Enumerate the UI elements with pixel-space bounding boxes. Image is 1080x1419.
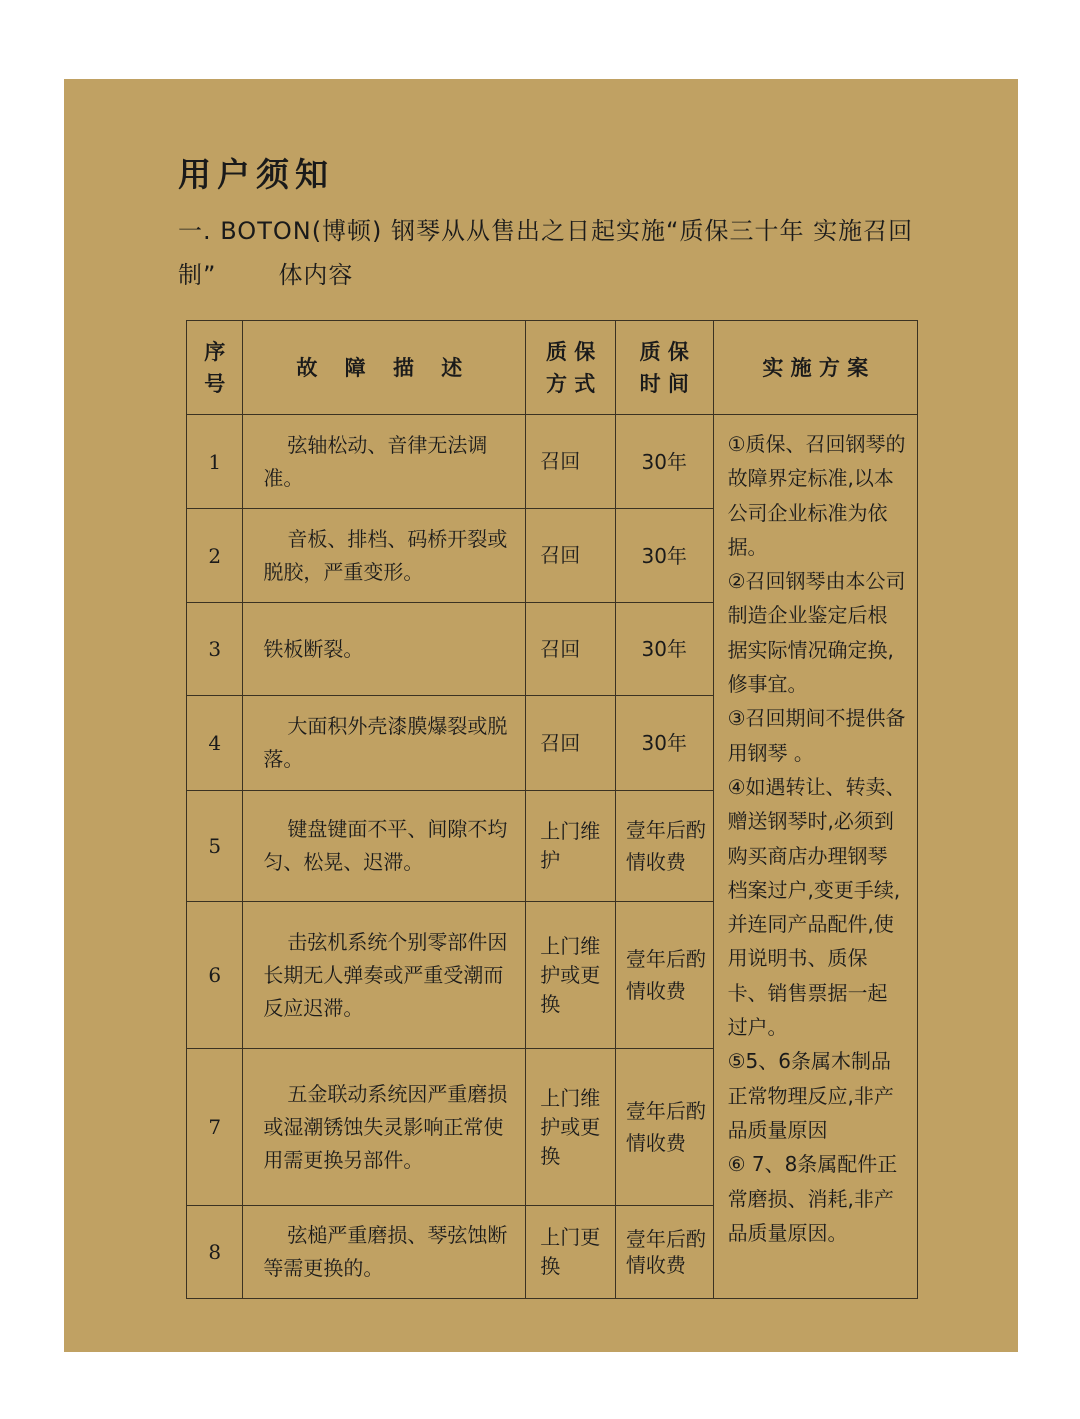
plan-item: ⑤5、6条属木制品正常物理反应,非产品质量原因	[727, 1049, 894, 1142]
row-mode: 召回	[526, 509, 616, 603]
header-no: 序 号	[187, 321, 243, 415]
row-no: 6	[187, 902, 243, 1049]
row-mode: 上门维护或更换	[526, 902, 616, 1049]
table-header-row	[187, 321, 918, 415]
header-mode: 质 保 方 式	[526, 321, 616, 415]
row-time: 壹年后酌情收费	[615, 902, 713, 1049]
row-desc: 弦轴松动、音律无法调准。	[243, 415, 526, 509]
row-desc: 弦槌严重磨损、琴弦蚀断等需更换的。	[243, 1206, 526, 1299]
row-no: 2	[187, 509, 243, 603]
plan-item: ②召回钢琴由本公司制造企业鉴定后根据实际情况确定换,修事宜。	[727, 569, 906, 697]
table-row	[187, 415, 918, 509]
row-desc: 铁板断裂。	[243, 603, 526, 696]
subtitle-part2: 体内容	[278, 261, 354, 289]
row-desc: 音板、排档、码桥开裂或脱胶，严重变形。	[243, 509, 526, 603]
header-desc: 故 障 描 述	[243, 321, 526, 415]
row-time: 30年	[615, 696, 713, 791]
row-no: 1	[187, 415, 243, 509]
document-page	[64, 79, 1018, 1352]
row-mode: 上门维护	[526, 791, 616, 902]
row-desc: 五金联动系统因严重磨损或湿潮锈蚀失灵影响正常使用需更换另部件。	[243, 1049, 526, 1206]
row-no: 3	[187, 603, 243, 696]
plan-cell	[713, 415, 917, 1299]
row-desc: 键盘键面不平、间隙不均匀、松晃、迟滞。	[243, 791, 526, 902]
warranty-table	[186, 320, 918, 1299]
row-no: 4	[187, 696, 243, 791]
row-time: 壹年后酌情收费	[615, 1206, 713, 1299]
row-time: 30年	[615, 603, 713, 696]
row-time: 壹年后酌情收费	[615, 791, 713, 902]
header-time: 质 保 时 间	[615, 321, 713, 415]
plan-item: ④如遇转让、转卖、赠送钢琴时,必须到购买商店办理钢琴档案过户,变更手续,并连同产品配件,使用说明书、质保卡、销售票据一起过户。	[727, 774, 906, 1040]
row-mode: 召回	[526, 603, 616, 696]
row-no: 7	[187, 1049, 243, 1206]
row-no: 8	[187, 1206, 243, 1299]
row-time: 壹年后酌情收费	[615, 1049, 713, 1206]
subtitle	[178, 209, 918, 297]
row-desc: 击弦机系统个别零部件因长期无人弹奏或严重受潮而反应迟滞。	[243, 902, 526, 1049]
row-desc: 大面积外壳漆膜爆裂或脱落。	[243, 696, 526, 791]
row-mode: 上门更换	[526, 1206, 616, 1299]
row-time: 30年	[615, 509, 713, 603]
plan-item: ③召回期间不提供备用钢琴 。	[727, 706, 906, 765]
header-plan: 实 施 方 案	[713, 321, 917, 415]
page-title: 用户须知	[178, 155, 334, 194]
row-mode: 上门维护或更换	[526, 1049, 616, 1206]
row-mode: 召回	[526, 696, 616, 791]
row-mode: 召回	[526, 415, 616, 509]
row-time: 30年	[615, 415, 713, 509]
subtitle-part1: 一. BOTON(博顿) 钢琴从从售出之日起实施“质保三十年 实施召回制”	[178, 217, 914, 289]
plan-item: ⑥ 7、8条属配件正常磨损、消耗,非产品质量原因。	[727, 1152, 898, 1245]
row-no: 5	[187, 791, 243, 902]
plan-item: ①质保、召回钢琴的故障界定标准,以本公司企业标准为依据。	[727, 432, 906, 559]
